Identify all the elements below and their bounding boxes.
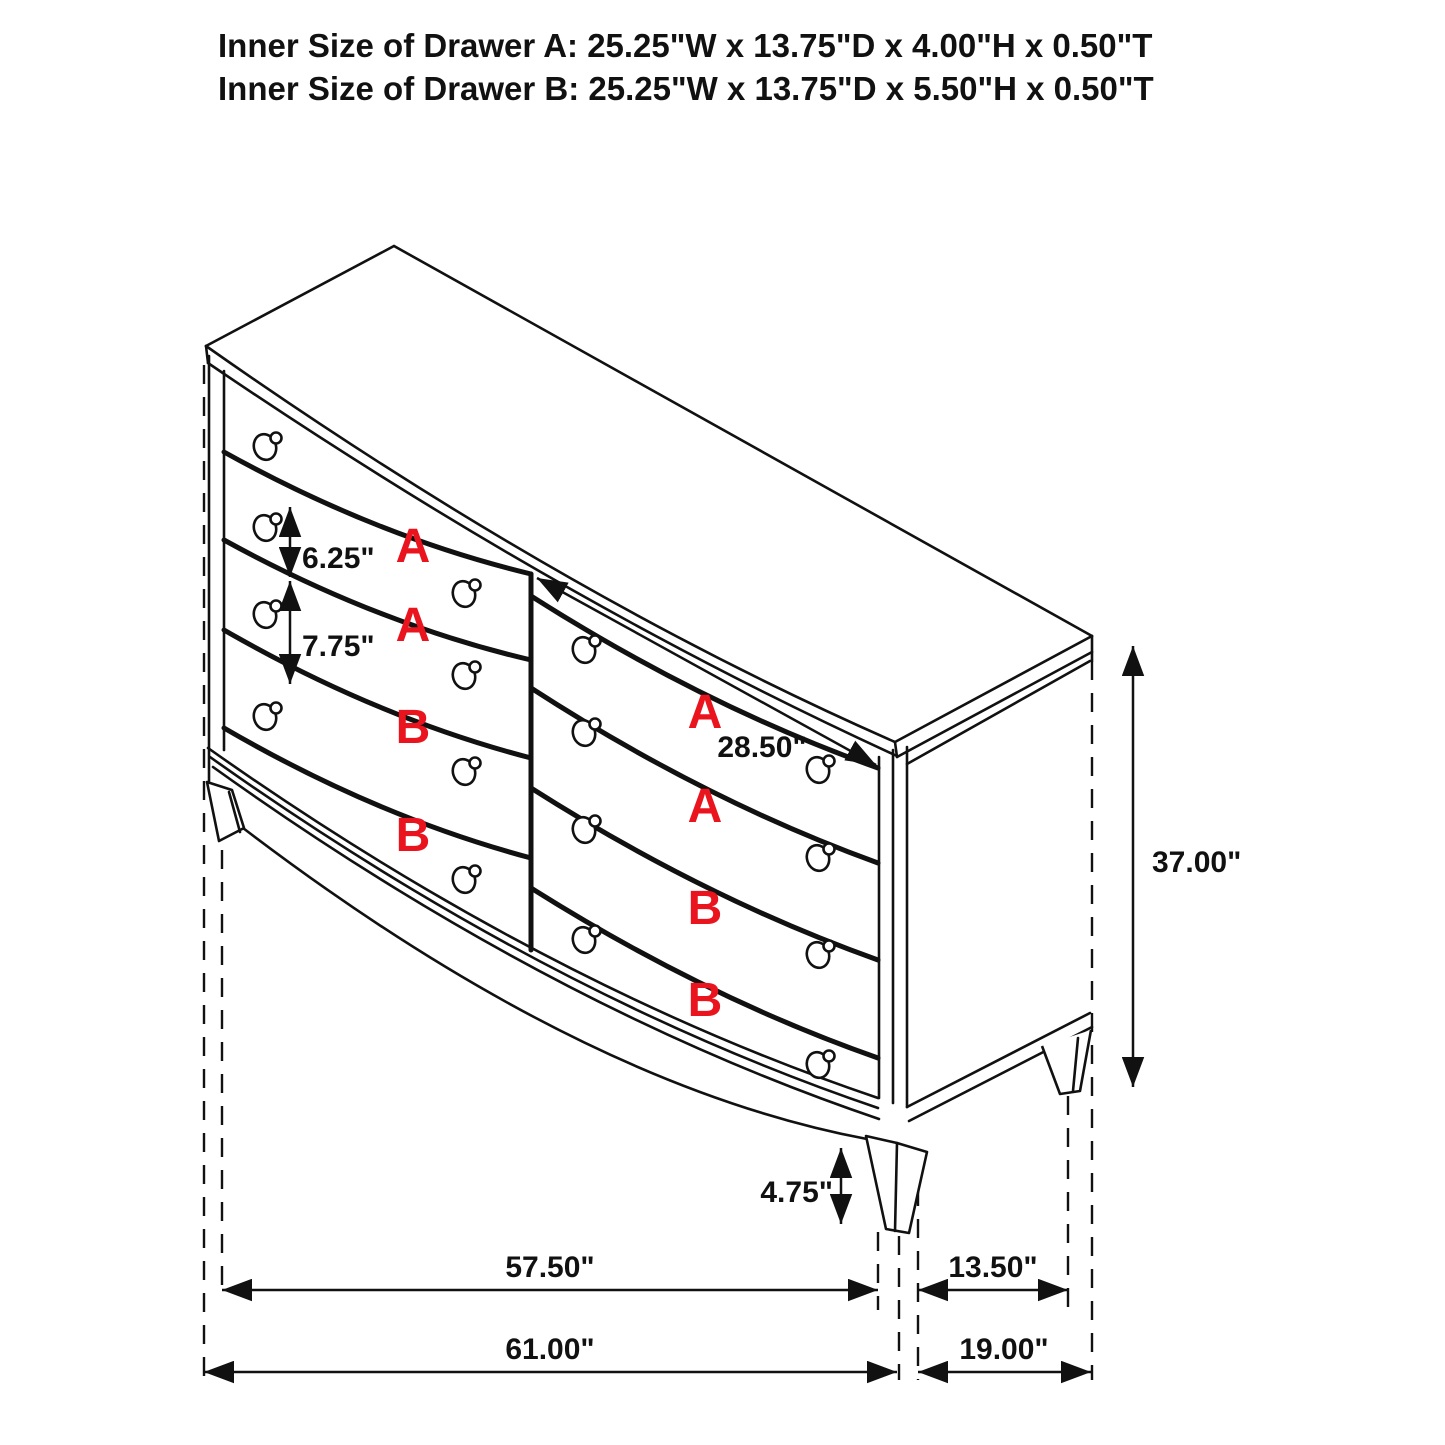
drawer-label: A: [687, 686, 723, 739]
drawer-knob-icon: [804, 939, 835, 971]
drawer-knob-icon: [570, 717, 601, 749]
drawer-label: A: [395, 520, 431, 573]
drawer-knob-icon: [251, 599, 282, 631]
drawer-knob-icon: [251, 431, 282, 463]
header-drawer-a-size: Inner Size of Drawer A: 25.25"W x 13.75"D x 4.00"H x 0.50"T: [218, 27, 1153, 64]
drawer-knob-icon: [450, 756, 481, 788]
drawer-knob-icon: [251, 701, 282, 733]
drawer-knob-icon: [570, 814, 601, 846]
dim-label-body-width: 57.50": [505, 1251, 595, 1284]
dim-label-total-width: 61.00": [505, 1333, 595, 1366]
drawer-knob-icon: [450, 864, 481, 896]
back-right-leg: [1042, 1030, 1091, 1094]
drawer-knob-icon: [804, 754, 835, 786]
drawer-label: B: [687, 974, 723, 1027]
dresser-top: [206, 246, 1092, 757]
dim-label-top-side-depth: 13.50": [948, 1251, 1038, 1284]
drawer-knob-icon: [570, 634, 601, 666]
drawer-knob-icon: [450, 578, 481, 610]
dim-label-column-width: 28.50": [717, 731, 807, 764]
dimension-labels: [302, 542, 1241, 1366]
drawer-label: B: [687, 882, 723, 935]
drawer-knob-icon: [804, 1049, 835, 1081]
drawer-label: A: [395, 599, 431, 652]
front-left-leg: [207, 782, 244, 841]
dim-label-drawer-a-height: 6.25": [302, 542, 375, 575]
hidden-and-extension-lines: [204, 365, 1092, 1380]
drawer-label: B: [395, 701, 431, 754]
drawer-knob-icon: [251, 512, 282, 544]
header-drawer-b-size: Inner Size of Drawer B: 25.25"W x 13.75"D x 5.50"H x 0.50"T: [218, 70, 1154, 107]
drawer-label: A: [687, 780, 723, 833]
dim-label-drawer-b-height: 7.75": [302, 630, 375, 663]
drawer-knob-icon: [450, 660, 481, 692]
drawer-knob-icon: [570, 924, 601, 956]
dim-label-leg-height: 4.75": [760, 1176, 833, 1209]
drawer-knob-icon: [804, 842, 835, 874]
dim-label-total-depth: 19.00": [959, 1333, 1049, 1366]
drawer-label: B: [395, 809, 431, 862]
front-right-leg: [866, 1136, 927, 1233]
dim-label-total-height: 37.00": [1152, 846, 1242, 879]
